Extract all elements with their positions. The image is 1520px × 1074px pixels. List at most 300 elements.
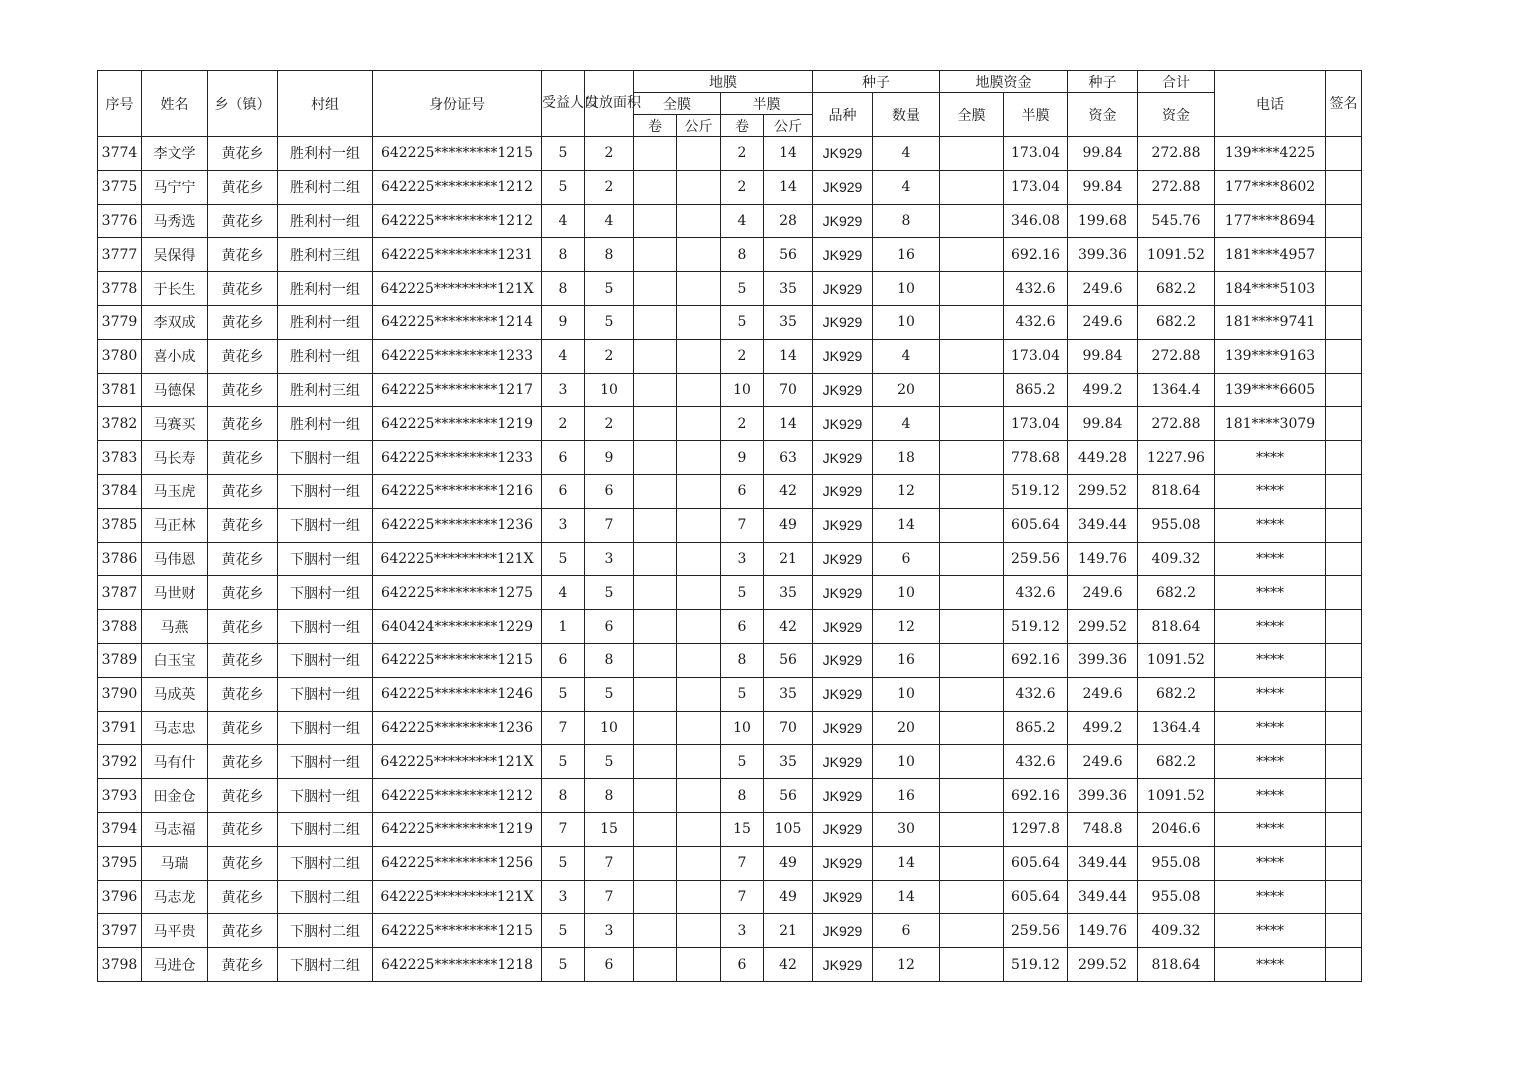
table-header xyxy=(98,71,1362,137)
table-row xyxy=(98,542,1362,576)
cell-full-roll xyxy=(634,745,677,779)
header-full-roll: 卷 xyxy=(634,115,677,137)
cell-full-kg xyxy=(677,238,721,272)
cell-sign xyxy=(1326,272,1362,306)
cell-variety: JK929 xyxy=(813,677,873,711)
cell-full-fund xyxy=(940,779,1004,813)
cell-phone: 181****3079 xyxy=(1215,407,1326,441)
cell-seq: 3796 xyxy=(98,880,142,914)
cell-seq: 3774 xyxy=(98,137,142,171)
cell-phone: **** xyxy=(1215,441,1326,475)
cell-half-kg: 14 xyxy=(764,170,813,204)
cell-total: 682.2 xyxy=(1138,576,1215,610)
cell-seq: 3784 xyxy=(98,474,142,508)
cell-sign xyxy=(1326,643,1362,677)
cell-seed-fund: 748.8 xyxy=(1068,812,1138,846)
cell-total: 818.64 xyxy=(1138,948,1215,982)
cell-village: 胜利村三组 xyxy=(278,238,373,272)
cell-seq: 3780 xyxy=(98,339,142,373)
cell-pop: 6 xyxy=(542,643,585,677)
table-row xyxy=(98,576,1362,610)
cell-qty: 16 xyxy=(873,238,940,272)
cell-name: 马瑞 xyxy=(142,846,208,880)
cell-total: 818.64 xyxy=(1138,474,1215,508)
cell-name: 喜小成 xyxy=(142,339,208,373)
header-variety: 品种 xyxy=(813,93,873,137)
cell-qty: 14 xyxy=(873,846,940,880)
cell-half-kg: 35 xyxy=(764,576,813,610)
cell-half-fund: 173.04 xyxy=(1004,170,1068,204)
cell-half-fund: 692.16 xyxy=(1004,643,1068,677)
cell-total: 682.2 xyxy=(1138,677,1215,711)
cell-variety: JK929 xyxy=(813,576,873,610)
cell-seed-fund: 399.36 xyxy=(1068,643,1138,677)
cell-area: 5 xyxy=(585,745,634,779)
cell-sign xyxy=(1326,407,1362,441)
cell-full-kg xyxy=(677,745,721,779)
cell-qty: 16 xyxy=(873,779,940,813)
cell-half-kg: 49 xyxy=(764,846,813,880)
cell-id: 642225*********1217 xyxy=(373,373,542,407)
cell-phone: 181****9741 xyxy=(1215,305,1326,339)
cell-full-kg xyxy=(677,542,721,576)
cell-id: 642225*********1215 xyxy=(373,643,542,677)
cell-phone: **** xyxy=(1215,677,1326,711)
cell-half-fund: 432.6 xyxy=(1004,677,1068,711)
cell-half-kg: 35 xyxy=(764,745,813,779)
cell-seed-fund: 249.6 xyxy=(1068,677,1138,711)
cell-full-fund xyxy=(940,305,1004,339)
cell-full-fund xyxy=(940,339,1004,373)
cell-half-fund: 692.16 xyxy=(1004,779,1068,813)
cell-full-kg xyxy=(677,204,721,238)
cell-sign xyxy=(1326,305,1362,339)
cell-pop: 8 xyxy=(542,272,585,306)
cell-town: 黄花乡 xyxy=(208,643,278,677)
cell-full-roll xyxy=(634,846,677,880)
cell-seq: 3785 xyxy=(98,508,142,542)
header-mulch-fund: 地膜资金 xyxy=(940,71,1068,93)
cell-full-kg xyxy=(677,643,721,677)
cell-town: 黄花乡 xyxy=(208,846,278,880)
cell-qty: 6 xyxy=(873,914,940,948)
cell-village: 下胭村一组 xyxy=(278,474,373,508)
cell-pop: 8 xyxy=(542,238,585,272)
cell-name: 吴保得 xyxy=(142,238,208,272)
cell-name: 李双成 xyxy=(142,305,208,339)
cell-half-fund: 519.12 xyxy=(1004,610,1068,644)
cell-sign xyxy=(1326,711,1362,745)
cell-area: 7 xyxy=(585,508,634,542)
cell-name: 马宁宁 xyxy=(142,170,208,204)
cell-town: 黄花乡 xyxy=(208,880,278,914)
cell-pop: 5 xyxy=(542,137,585,171)
cell-half-roll: 7 xyxy=(721,880,764,914)
cell-full-kg xyxy=(677,779,721,813)
cell-area: 7 xyxy=(585,846,634,880)
cell-sign xyxy=(1326,204,1362,238)
cell-town: 黄花乡 xyxy=(208,542,278,576)
cell-full-fund xyxy=(940,373,1004,407)
cell-name: 马赛买 xyxy=(142,407,208,441)
header-phone: 电话 xyxy=(1215,71,1326,137)
table-row xyxy=(98,610,1362,644)
cell-area: 8 xyxy=(585,779,634,813)
cell-area: 2 xyxy=(585,137,634,171)
cell-village: 下胭村一组 xyxy=(278,779,373,813)
cell-sign xyxy=(1326,373,1362,407)
table-row xyxy=(98,474,1362,508)
cell-phone: 181****4957 xyxy=(1215,238,1326,272)
cell-qty: 12 xyxy=(873,610,940,644)
cell-half-fund: 259.56 xyxy=(1004,542,1068,576)
cell-half-roll: 8 xyxy=(721,643,764,677)
cell-phone: **** xyxy=(1215,474,1326,508)
cell-full-roll xyxy=(634,238,677,272)
cell-town: 黄花乡 xyxy=(208,508,278,542)
cell-name: 马德保 xyxy=(142,373,208,407)
cell-half-fund: 605.64 xyxy=(1004,880,1068,914)
header-area: 发放面积 xyxy=(585,71,634,137)
cell-area: 3 xyxy=(585,914,634,948)
cell-pop: 2 xyxy=(542,407,585,441)
cell-area: 7 xyxy=(585,880,634,914)
cell-seq: 3778 xyxy=(98,272,142,306)
cell-id: 642225*********1216 xyxy=(373,474,542,508)
cell-area: 5 xyxy=(585,305,634,339)
table-row xyxy=(98,238,1362,272)
cell-phone: **** xyxy=(1215,610,1326,644)
cell-pop: 5 xyxy=(542,542,585,576)
header-town: 乡（镇） xyxy=(208,71,278,137)
cell-village: 胜利村二组 xyxy=(278,170,373,204)
cell-half-roll: 15 xyxy=(721,812,764,846)
cell-phone: **** xyxy=(1215,576,1326,610)
cell-village: 下胭村二组 xyxy=(278,880,373,914)
cell-name: 马秀选 xyxy=(142,204,208,238)
cell-seq: 3793 xyxy=(98,779,142,813)
cell-variety: JK929 xyxy=(813,305,873,339)
cell-sign xyxy=(1326,238,1362,272)
cell-phone: 139****9163 xyxy=(1215,339,1326,373)
cell-half-roll: 2 xyxy=(721,339,764,373)
cell-area: 6 xyxy=(585,474,634,508)
cell-variety: JK929 xyxy=(813,779,873,813)
cell-area: 8 xyxy=(585,238,634,272)
header-qty: 数量 xyxy=(873,93,940,137)
cell-half-fund: 692.16 xyxy=(1004,238,1068,272)
cell-pop: 8 xyxy=(542,779,585,813)
cell-seed-fund: 249.6 xyxy=(1068,305,1138,339)
cell-half-roll: 10 xyxy=(721,373,764,407)
cell-half-fund: 1297.8 xyxy=(1004,812,1068,846)
table-row xyxy=(98,643,1362,677)
cell-qty: 10 xyxy=(873,745,940,779)
cell-full-roll xyxy=(634,779,677,813)
cell-variety: JK929 xyxy=(813,407,873,441)
cell-total: 1091.52 xyxy=(1138,238,1215,272)
cell-total: 1091.52 xyxy=(1138,643,1215,677)
cell-full-kg xyxy=(677,137,721,171)
cell-town: 黄花乡 xyxy=(208,677,278,711)
subsidy-table xyxy=(97,70,1362,982)
cell-variety: JK929 xyxy=(813,914,873,948)
cell-total: 1227.96 xyxy=(1138,441,1215,475)
cell-total: 1091.52 xyxy=(1138,779,1215,813)
cell-total: 272.88 xyxy=(1138,137,1215,171)
cell-town: 黄花乡 xyxy=(208,204,278,238)
table-row xyxy=(98,170,1362,204)
cell-total: 409.32 xyxy=(1138,542,1215,576)
cell-phone: **** xyxy=(1215,880,1326,914)
cell-seed-fund: 349.44 xyxy=(1068,508,1138,542)
cell-full-fund xyxy=(940,238,1004,272)
header-village: 村组 xyxy=(278,71,373,137)
cell-half-kg: 35 xyxy=(764,677,813,711)
cell-seq: 3791 xyxy=(98,711,142,745)
cell-qty: 16 xyxy=(873,643,940,677)
cell-half-fund: 605.64 xyxy=(1004,846,1068,880)
cell-phone: **** xyxy=(1215,846,1326,880)
cell-full-fund xyxy=(940,170,1004,204)
header-total-top: 合计 xyxy=(1138,71,1215,93)
cell-qty: 4 xyxy=(873,339,940,373)
cell-half-roll: 6 xyxy=(721,474,764,508)
cell-half-roll: 7 xyxy=(721,846,764,880)
cell-full-roll xyxy=(634,610,677,644)
cell-id: 642225*********121X xyxy=(373,542,542,576)
cell-seed-fund: 299.52 xyxy=(1068,948,1138,982)
cell-qty: 30 xyxy=(873,812,940,846)
cell-full-fund xyxy=(940,948,1004,982)
cell-full-fund xyxy=(940,880,1004,914)
header-seed-fund-top: 种子 xyxy=(1068,71,1138,93)
cell-name: 马燕 xyxy=(142,610,208,644)
cell-pop: 5 xyxy=(542,170,585,204)
cell-phone: **** xyxy=(1215,948,1326,982)
cell-id: 642225*********1215 xyxy=(373,137,542,171)
cell-area: 3 xyxy=(585,542,634,576)
header-half-fund: 半膜 xyxy=(1004,93,1068,137)
cell-pop: 5 xyxy=(542,677,585,711)
cell-full-kg xyxy=(677,272,721,306)
cell-village: 下胭村一组 xyxy=(278,745,373,779)
cell-name: 马志福 xyxy=(142,812,208,846)
cell-full-roll xyxy=(634,407,677,441)
cell-half-fund: 173.04 xyxy=(1004,339,1068,373)
cell-sign xyxy=(1326,170,1362,204)
cell-sign xyxy=(1326,610,1362,644)
cell-variety: JK929 xyxy=(813,745,873,779)
cell-full-kg xyxy=(677,339,721,373)
table-row xyxy=(98,677,1362,711)
cell-seq: 3775 xyxy=(98,170,142,204)
cell-full-fund xyxy=(940,407,1004,441)
cell-sign xyxy=(1326,948,1362,982)
cell-sign xyxy=(1326,576,1362,610)
cell-town: 黄花乡 xyxy=(208,137,278,171)
table-row xyxy=(98,779,1362,813)
header-mulch: 地膜 xyxy=(634,71,813,93)
cell-town: 黄花乡 xyxy=(208,373,278,407)
cell-full-fund xyxy=(940,542,1004,576)
cell-full-roll xyxy=(634,204,677,238)
cell-qty: 14 xyxy=(873,508,940,542)
cell-seq: 3776 xyxy=(98,204,142,238)
cell-area: 10 xyxy=(585,373,634,407)
table-row xyxy=(98,711,1362,745)
cell-half-fund: 519.12 xyxy=(1004,474,1068,508)
cell-half-roll: 3 xyxy=(721,542,764,576)
cell-full-kg xyxy=(677,508,721,542)
cell-name: 马进仓 xyxy=(142,948,208,982)
cell-area: 9 xyxy=(585,441,634,475)
cell-qty: 18 xyxy=(873,441,940,475)
cell-qty: 10 xyxy=(873,272,940,306)
cell-full-fund xyxy=(940,610,1004,644)
cell-half-kg: 56 xyxy=(764,238,813,272)
cell-full-kg xyxy=(677,441,721,475)
cell-seq: 3794 xyxy=(98,812,142,846)
cell-town: 黄花乡 xyxy=(208,779,278,813)
cell-pop: 3 xyxy=(542,373,585,407)
cell-variety: JK929 xyxy=(813,508,873,542)
cell-half-roll: 2 xyxy=(721,137,764,171)
cell-full-roll xyxy=(634,948,677,982)
cell-half-roll: 5 xyxy=(721,305,764,339)
cell-seed-fund: 249.6 xyxy=(1068,272,1138,306)
cell-seq: 3786 xyxy=(98,542,142,576)
cell-full-fund xyxy=(940,204,1004,238)
header-name: 姓名 xyxy=(142,71,208,137)
cell-id: 642225*********1231 xyxy=(373,238,542,272)
cell-seq: 3787 xyxy=(98,576,142,610)
cell-seed-fund: 99.84 xyxy=(1068,137,1138,171)
cell-pop: 3 xyxy=(542,880,585,914)
cell-half-kg: 28 xyxy=(764,204,813,238)
header-seed-fund-bottom: 资金 xyxy=(1068,93,1138,137)
header-full-fund: 全膜 xyxy=(940,93,1004,137)
cell-full-roll xyxy=(634,711,677,745)
cell-half-roll: 3 xyxy=(721,914,764,948)
cell-phone: **** xyxy=(1215,779,1326,813)
cell-town: 黄花乡 xyxy=(208,474,278,508)
header-id: 身份证号 xyxy=(373,71,542,137)
cell-full-roll xyxy=(634,137,677,171)
cell-full-fund xyxy=(940,711,1004,745)
cell-qty: 12 xyxy=(873,474,940,508)
cell-full-fund xyxy=(940,643,1004,677)
cell-variety: JK929 xyxy=(813,643,873,677)
cell-half-kg: 14 xyxy=(764,137,813,171)
cell-sign xyxy=(1326,880,1362,914)
cell-name: 马正林 xyxy=(142,508,208,542)
cell-half-kg: 42 xyxy=(764,610,813,644)
cell-full-fund xyxy=(940,508,1004,542)
cell-total: 272.88 xyxy=(1138,407,1215,441)
cell-seq: 3782 xyxy=(98,407,142,441)
cell-half-fund: 259.56 xyxy=(1004,914,1068,948)
cell-seed-fund: 299.52 xyxy=(1068,474,1138,508)
header-seq: 序号 xyxy=(98,71,142,137)
cell-qty: 4 xyxy=(873,407,940,441)
cell-id: 642225*********1233 xyxy=(373,339,542,373)
cell-seq: 3777 xyxy=(98,238,142,272)
cell-full-roll xyxy=(634,272,677,306)
cell-full-roll xyxy=(634,542,677,576)
cell-area: 2 xyxy=(585,339,634,373)
cell-id: 642225*********1214 xyxy=(373,305,542,339)
table-row xyxy=(98,508,1362,542)
cell-variety: JK929 xyxy=(813,542,873,576)
cell-variety: JK929 xyxy=(813,846,873,880)
cell-half-kg: 14 xyxy=(764,339,813,373)
table-row xyxy=(98,914,1362,948)
header-half-film: 半膜 xyxy=(721,93,813,115)
cell-half-roll: 6 xyxy=(721,948,764,982)
cell-full-roll xyxy=(634,812,677,846)
cell-village: 下胭村一组 xyxy=(278,677,373,711)
cell-seed-fund: 499.2 xyxy=(1068,373,1138,407)
cell-half-roll: 6 xyxy=(721,610,764,644)
cell-full-kg xyxy=(677,711,721,745)
cell-total: 682.2 xyxy=(1138,745,1215,779)
cell-qty: 10 xyxy=(873,576,940,610)
cell-total: 955.08 xyxy=(1138,880,1215,914)
cell-seed-fund: 99.84 xyxy=(1068,170,1138,204)
cell-half-roll: 5 xyxy=(721,576,764,610)
cell-full-roll xyxy=(634,508,677,542)
cell-full-roll xyxy=(634,914,677,948)
cell-town: 黄花乡 xyxy=(208,305,278,339)
header-seed: 种子 xyxy=(813,71,940,93)
cell-village: 胜利村一组 xyxy=(278,339,373,373)
cell-qty: 4 xyxy=(873,137,940,171)
cell-seq: 3789 xyxy=(98,643,142,677)
cell-sign xyxy=(1326,137,1362,171)
cell-id: 642225*********121X xyxy=(373,880,542,914)
cell-full-kg xyxy=(677,812,721,846)
cell-half-fund: 346.08 xyxy=(1004,204,1068,238)
table-row xyxy=(98,880,1362,914)
cell-seed-fund: 499.2 xyxy=(1068,711,1138,745)
cell-seq: 3783 xyxy=(98,441,142,475)
cell-pop: 4 xyxy=(542,204,585,238)
cell-variety: JK929 xyxy=(813,170,873,204)
header-benefit-pop: 受益人口 xyxy=(542,71,585,137)
cell-full-roll xyxy=(634,339,677,373)
cell-half-kg: 70 xyxy=(764,373,813,407)
cell-sign xyxy=(1326,542,1362,576)
cell-town: 黄花乡 xyxy=(208,914,278,948)
table-body xyxy=(98,137,1362,982)
cell-full-roll xyxy=(634,677,677,711)
cell-town: 黄花乡 xyxy=(208,948,278,982)
cell-sign xyxy=(1326,914,1362,948)
cell-qty: 4 xyxy=(873,170,940,204)
cell-half-kg: 42 xyxy=(764,948,813,982)
cell-half-kg: 35 xyxy=(764,272,813,306)
cell-seed-fund: 99.84 xyxy=(1068,407,1138,441)
cell-village: 下胭村二组 xyxy=(278,846,373,880)
cell-variety: JK929 xyxy=(813,137,873,171)
cell-sign xyxy=(1326,745,1362,779)
cell-total: 272.88 xyxy=(1138,339,1215,373)
cell-sign xyxy=(1326,677,1362,711)
cell-phone: 177****8694 xyxy=(1215,204,1326,238)
cell-id: 642225*********1275 xyxy=(373,576,542,610)
cell-town: 黄花乡 xyxy=(208,576,278,610)
